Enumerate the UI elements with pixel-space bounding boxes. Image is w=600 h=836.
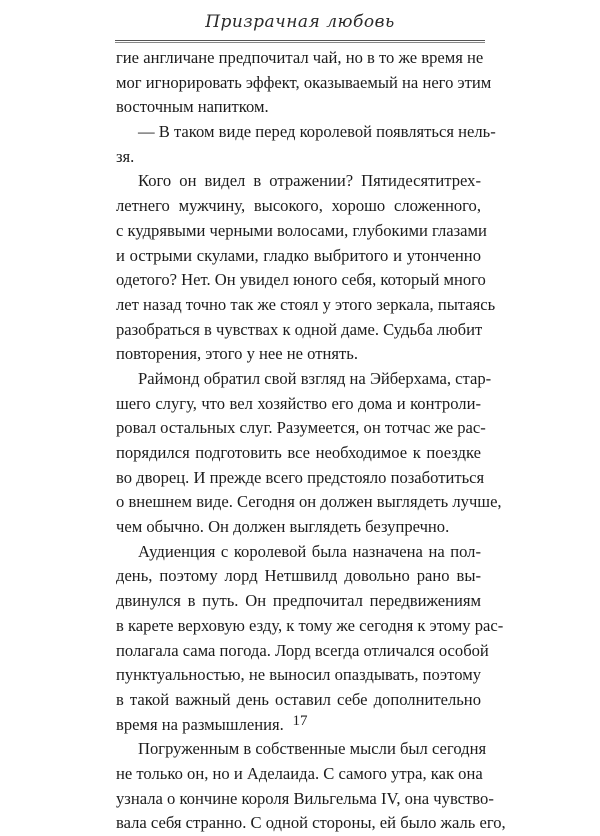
- text-line: вала себя странно. С одной стороны, ей было жаль его,: [116, 813, 506, 833]
- text-line: не только он, но и Аделаида. С самого утра, как она: [116, 763, 483, 783]
- page-number: 17: [292, 713, 308, 729]
- text-line: — В таком виде перед королевой появляться нель-: [138, 122, 496, 142]
- text-line: восточным напитком.: [116, 97, 269, 117]
- text-line: с кудрявыми черными волосами, глубокими глазами: [116, 220, 487, 240]
- text-line: Раймонд обратил свой взгляд на Эйберхама, стар-: [138, 368, 492, 388]
- text-line: Кого он видел в отражении? Пятидесятитрех-: [138, 171, 481, 191]
- text-line: в такой важный день оставил себе дополнительно: [116, 689, 481, 709]
- text-line: летнего мужчину, высокого, хорошо сложенного,: [116, 196, 481, 216]
- text-line: порядился подготовить все необходимое к поездке: [116, 443, 481, 462]
- text-line: зя.: [116, 146, 135, 166]
- text-line: полагала сама погода. Лорд всегда отличался особой: [116, 640, 489, 660]
- text-line: день, поэтому лорд Нетшвилд довольно рано вы-: [116, 566, 481, 586]
- running-head-rule-thin: [115, 42, 485, 43]
- text-line: двинулся в путь. Он предпочитал передвижениям: [116, 591, 481, 611]
- text-line: чем обычно. Он должен выглядеть безупречно.: [116, 517, 450, 537]
- text-line: шего слугу, что вел хозяйство его дома и контроли-: [116, 393, 481, 413]
- text-line: и острыми скулами, гладко выбритого и утонченно: [116, 245, 481, 265]
- text-line: лет назад точно так же стоял у этого зеркала, пытаясь: [116, 294, 496, 314]
- text-line: мог игнорировать эффект, оказываемый на него этим: [116, 72, 492, 92]
- text-line: пунктуальностью, не выносил опаздывать, поэтому: [116, 665, 481, 685]
- text-line: Аудиенция с королевой была назначена на пол-: [138, 541, 481, 561]
- text-line: ровал остальных слуг. Разумеется, он тотчас же рас-: [116, 418, 486, 438]
- text-line: разобраться в чувствах к одной даме. Судьба любит: [116, 319, 483, 339]
- running-head: [115, 10, 485, 44]
- text-line: о внешнем виде. Сегодня он должен выглядеть лучше,: [116, 492, 502, 512]
- running-head-title: Призрачная любовь: [205, 12, 395, 32]
- text-line: во дворец. И прежде всего предстояло позаботиться: [116, 467, 485, 487]
- text-line: в карете верховую езду, к тому же сегодня к этому рас-: [116, 615, 504, 635]
- text-line: время на размышления.: [116, 714, 284, 734]
- text-line: узнала о кончине короля Вильгельма IV, она чувство-: [116, 788, 494, 808]
- text-line: гие англичане предпочитал чай, но в то же время не: [116, 48, 484, 67]
- text-line: одетого? Нет. Он увидел юного себя, который много: [116, 270, 486, 290]
- running-head-rule: [115, 40, 485, 41]
- text-line: повторения, этого у нее не отнять.: [116, 344, 358, 364]
- text-line: Погруженным в собственные мысли был сегодня: [138, 739, 487, 759]
